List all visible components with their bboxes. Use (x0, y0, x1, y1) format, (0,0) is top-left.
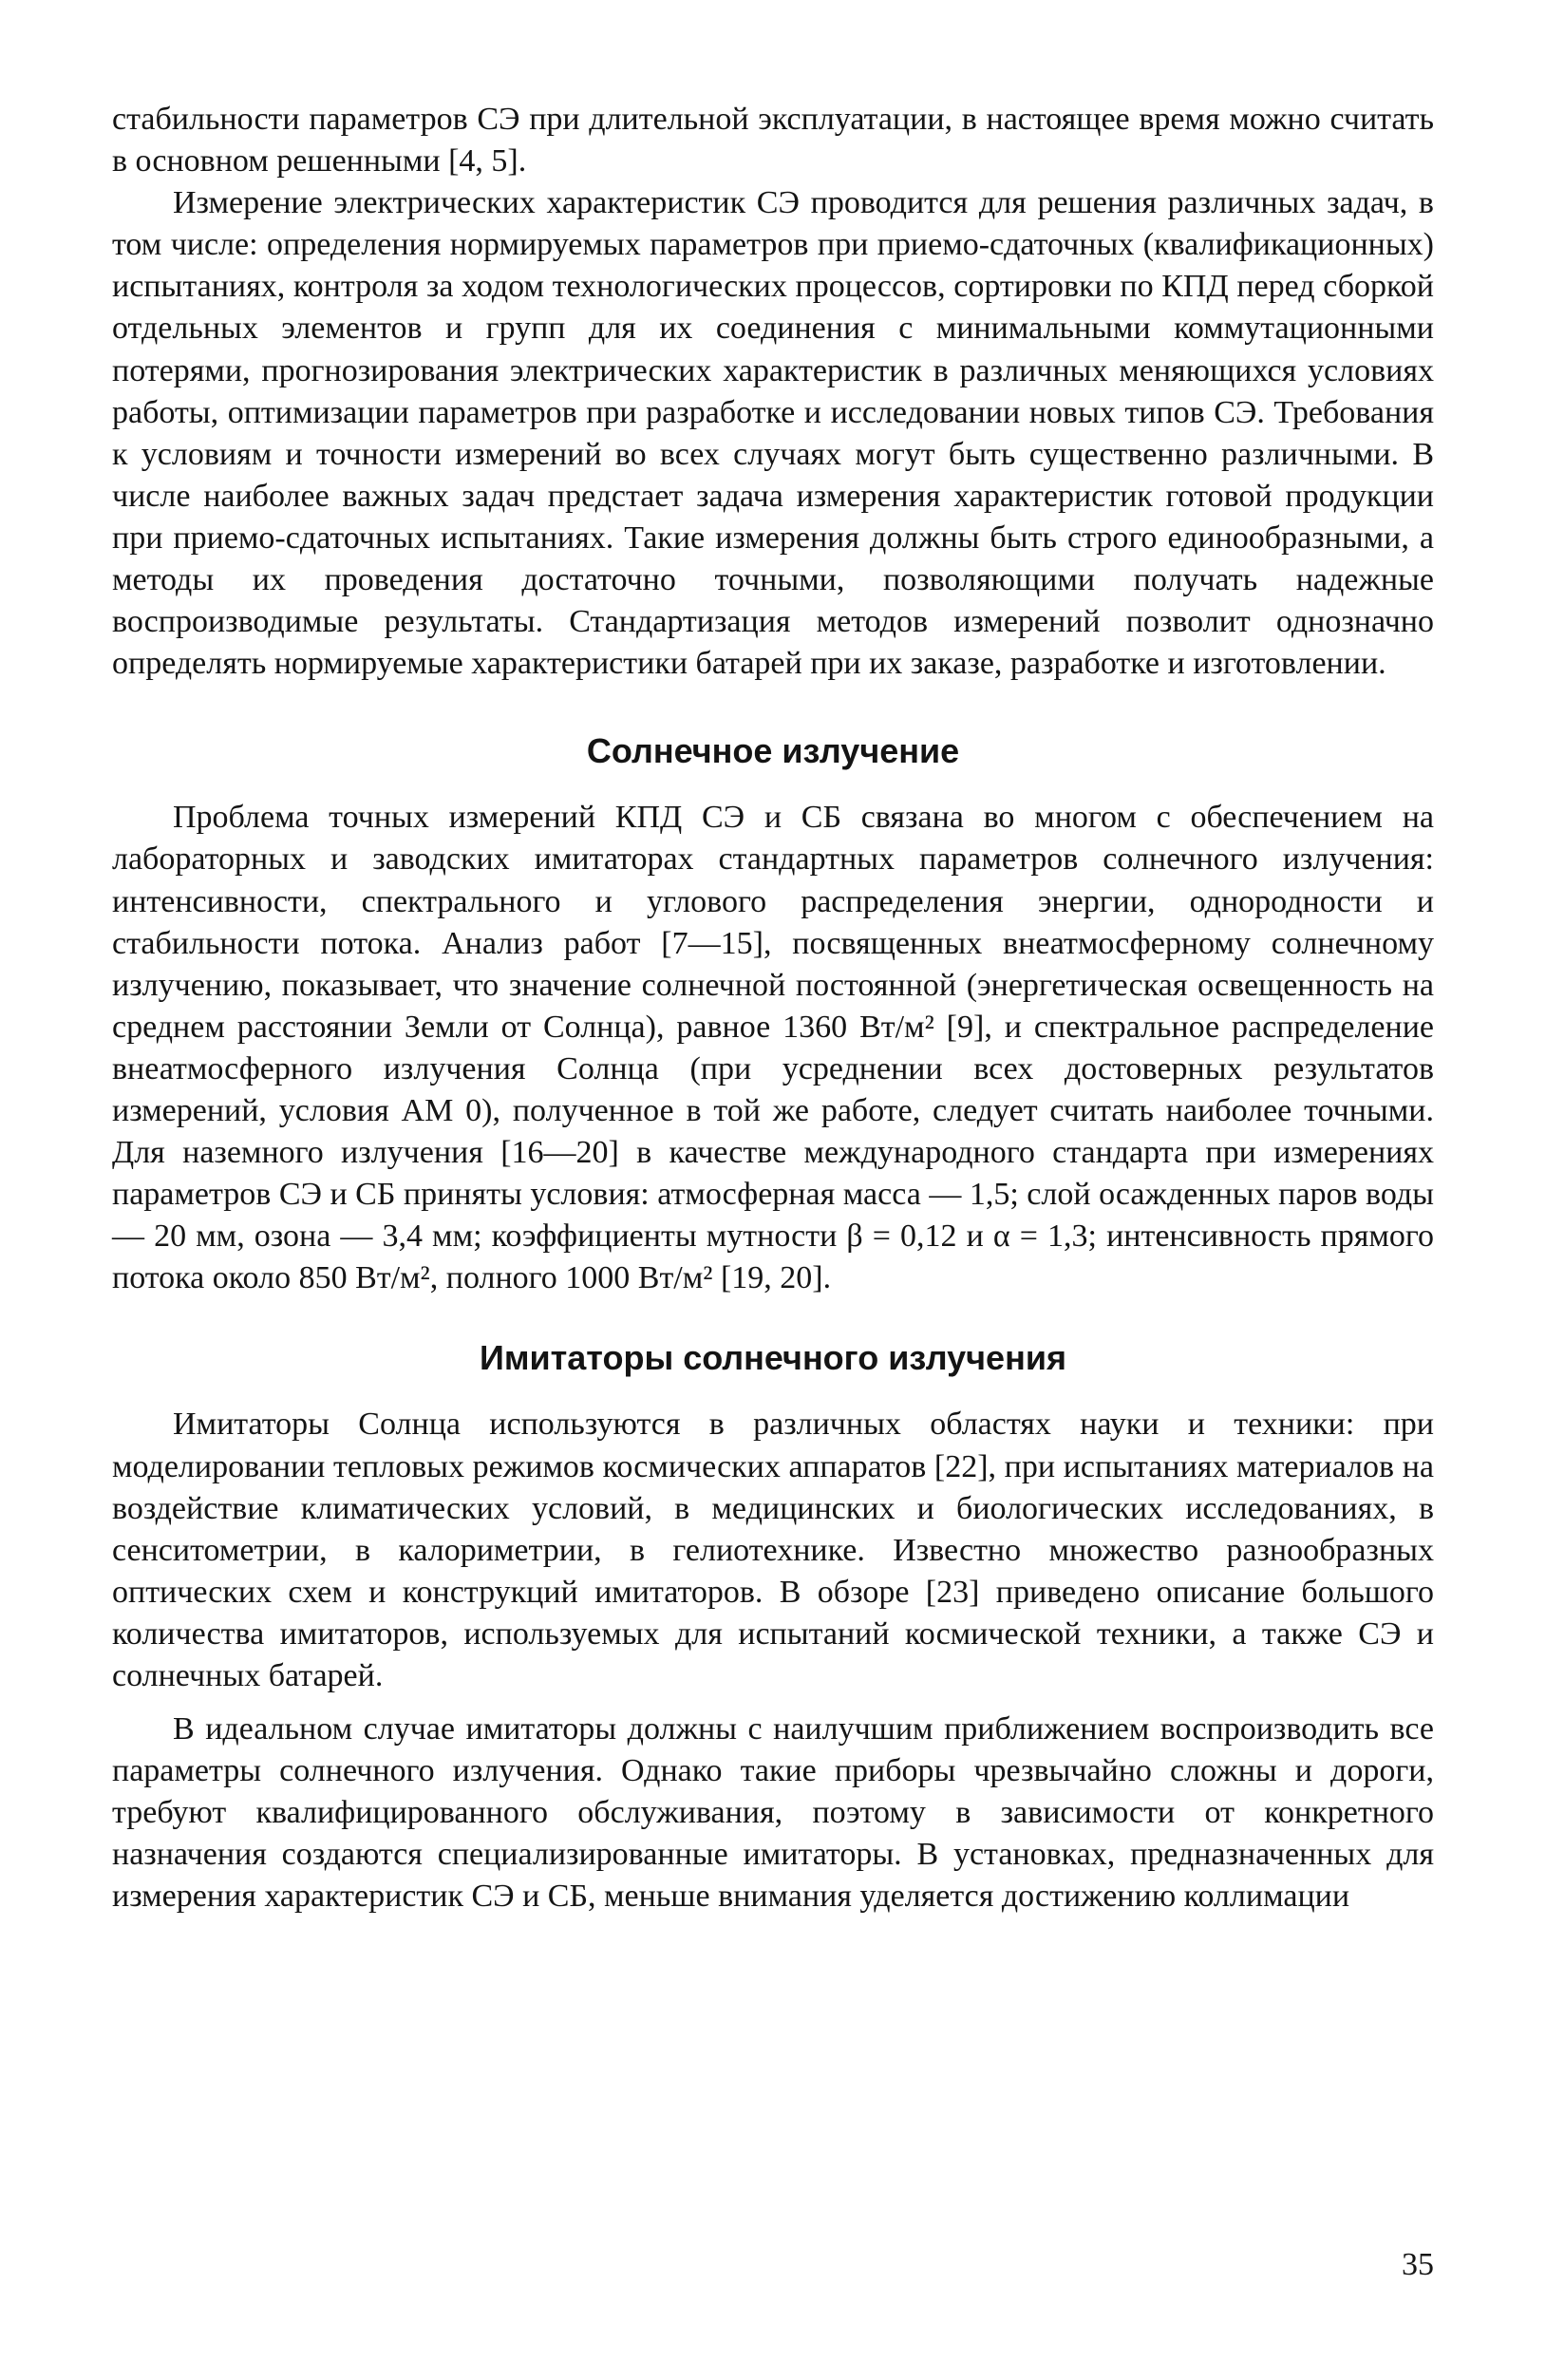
section-heading-solar-radiation: Солнечное излучение (586, 731, 960, 771)
page-body (112, 99, 1434, 1918)
paragraph-intro-continuation: стабильности параметров СЭ при длительной эксплуатации, в настоящее время можно считать в основном решенными [4, 5]. (112, 102, 1434, 179)
paragraph-simulators-1: Имитаторы Солнца используются в различных областях науки и техники: при моделировании тепловых режимов космических аппаратов [22], при испытаниях материалов на воздействие климатических условий, в медицинских и биологических исследованиях, в сенситометрии, в калориметрии, в гелиотехнике. Известно множество разнообразных оптических схем и конструкций имитаторов. В обзоре [23] приведено описание большого количества имитаторов, используемых для испытаний космической техники, а также СЭ и солнечных батарей. (112, 1407, 1434, 1693)
paragraph-solar-radiation: Проблема точных измерений КПД СЭ и СБ связана во многом с обеспечением на лабораторных и заводских имитаторах стандартных параметров солнечного излучения: интенсивности, спектрального и углового распределения энергии, однородности и стабильности потока. Анализ работ [7—15], посвященных внеатмосферному солнечному излучению, показывает, что значение солнечной постоянной (энергетическая освещенность на среднем расстоянии Земли от Солнца), равное 1360 Вт/м² [9], и спектральное распределение внеатмосферного излучения Солнца (при усреднении всех достоверных результатов измерений, условия АМ 0), полученное в той же работе, следует считать наиболее точными. Для наземного излучения [16—20] в качестве международного стандарта при измерениях параметров СЭ и СБ приняты условия: атмосферная масса — 1,5; слой осажденных паров воды — 20 мм, озона — 3,4 мм; коэффициенты мутности β = 0,12 и α = 1,3; интенсивность прямого потока около 850 Вт/м², полного 1000 Вт/м² [19, 20]. (112, 800, 1434, 1296)
section-heading-simulators: Имитаторы солнечного излучения (480, 1338, 1066, 1378)
paragraph-measurement: Измерение электрических характеристик СЭ проводится для решения различных задач, в том числе: определения нормируемых параметров при приемо-сдаточных (квалификационных) испытаниях, контроля за ходом технологических процессов, сортировки по КПД перед сборкой отдельных элементов и групп для их соединения с минимальными коммутационными потерями, прогнозирования электрических характеристик в различных меняющихся условиях работы, оптимизации параметров при разработке и исследовании новых типов СЭ. Требования к условиям и точности измерений во всех случаях могут быть существенно различными. В числе наиболее важных задач предстает задача измерения характеристик готовой продукции при приемо-сдаточных испытаниях. Такие измерения должны быть строго единообразными, а методы их проведения достаточно точными, позволяющими получать надежные воспроизводимые результаты. Стандартизация методов измерений позволит однозначно определять нормируемые характеристики батарей при их заказе, разработке и изготовлении. (112, 185, 1434, 682)
paragraph-simulators-2: В идеальном случае имитаторы должны с наилучшим приближением воспроизводить все параметры солнечного излучения. Однако такие приборы чрезвычайно сложны и дороги, требуют квалифицированного обслуживания, поэтому в зависимости от конкретного назначения создаются специализированные имитаторы. В установках, предназначенных для измерения характеристик СЭ и СБ, меньше внимания уделяется достижению коллимации (112, 1711, 1434, 1915)
page-number: 35 (1402, 2247, 1434, 2282)
